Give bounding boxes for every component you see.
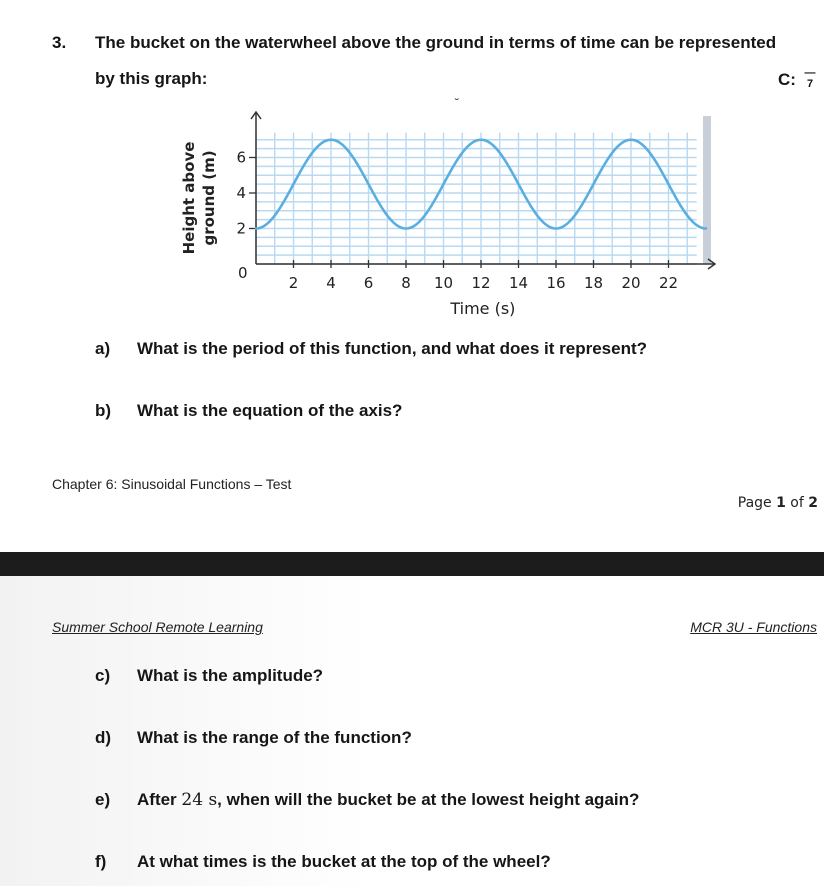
x-tick-label: 2	[288, 274, 299, 292]
part-c-label: c)	[95, 666, 111, 685]
page-divider	[0, 552, 824, 576]
grid-right-border	[703, 116, 711, 264]
header-right: MCR 3U - Functions	[690, 619, 817, 635]
page-total: 2	[808, 495, 818, 511]
corner-label	[778, 70, 796, 90]
part-f-text: At what times is the bucket at the top of the wheel?	[137, 852, 551, 871]
corner-fraction-bar: —	[804, 67, 816, 79]
y-axis-label-line2: ground (m)	[200, 150, 218, 246]
x-tick-label: 8	[401, 274, 411, 292]
part-e-text-after: , when will the bucket be at the lowest height again?	[217, 790, 640, 809]
grid-lines	[256, 133, 697, 264]
origin-label: 0	[238, 264, 248, 282]
x-tick-label: 6	[363, 274, 374, 292]
part-b-label: b)	[95, 401, 112, 420]
axes	[251, 112, 715, 269]
page-2	[0, 576, 824, 886]
part-e-text-before: After	[137, 790, 182, 809]
question-text-line2: by this graph:	[95, 69, 208, 88]
page-current: 1	[776, 495, 786, 511]
part-d-label: d)	[95, 728, 112, 747]
waterwheel-graph	[170, 100, 730, 330]
x-tick-label: 12	[471, 274, 491, 292]
header-left: Summer School Remote Learning	[52, 619, 263, 635]
part-e-text	[137, 790, 639, 810]
y-axis-label-line1: Height above	[180, 141, 198, 255]
part-a-text: What is the period of this function, and what does it represent?	[137, 339, 648, 358]
part-b-text: What is the equation of the axis?	[137, 401, 403, 420]
corner-fraction-denominator: 7	[806, 78, 814, 90]
x-tick-label: 16	[546, 274, 566, 292]
x-axis-label: Time (s)	[450, 299, 516, 318]
x-tick-label: 18	[583, 274, 604, 292]
part-f-label: f)	[95, 852, 107, 871]
y-tick-label: 4	[236, 184, 246, 202]
question-number: 3.	[52, 33, 67, 52]
part-e-math: 24 s	[181, 790, 218, 810]
footer-chapter: Chapter 6: Sinusoidal Functions – Test	[52, 476, 292, 492]
page-prefix: Page	[737, 495, 777, 511]
corner-fraction	[803, 68, 817, 90]
question-text-line1: The bucket on the waterwheel above the ground in terms of time can be represented	[95, 33, 777, 52]
footer-page-number	[738, 495, 818, 511]
x-tick-label: 10	[433, 274, 454, 292]
part-e-label: e)	[95, 790, 111, 809]
y-tick-label: 2	[236, 219, 246, 238]
corner-label-text: C:	[778, 70, 796, 89]
y-tick-label: 6	[236, 148, 246, 167]
part-d-text: What is the range of the function?	[137, 728, 412, 747]
x-tick-label: 4	[326, 274, 336, 292]
part-c-text: What is the amplitude?	[137, 666, 324, 685]
part-a-label: a)	[95, 339, 111, 358]
x-tick-label: 20	[621, 274, 641, 292]
page-mid: of	[785, 495, 809, 511]
scan-mark: ˘	[455, 96, 459, 110]
x-tick-label: 14	[508, 274, 529, 292]
x-tick-label: 22	[658, 274, 679, 292]
